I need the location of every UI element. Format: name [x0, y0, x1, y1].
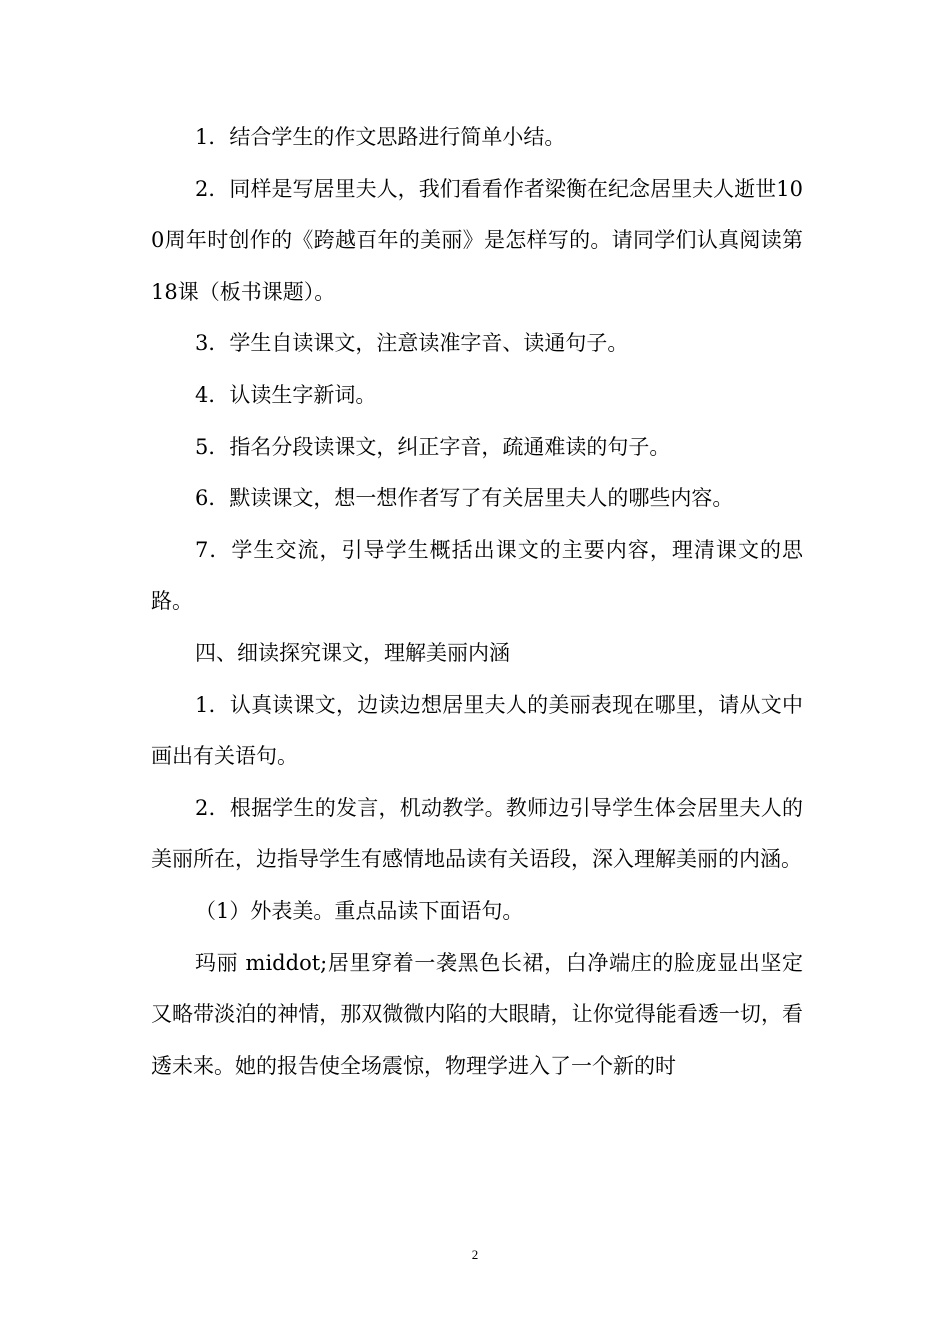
- paragraph-self-read: 3．学生自读课文，注意读准字音、读通句子。: [195, 331, 629, 356]
- paragraph-careful-read: 1．认真读课文，边读边想居里夫人的美丽表现在哪里，请从文中画出有关语句。: [151, 692, 803, 769]
- paragraph-new-words: 4．认读生字新词。: [195, 382, 377, 407]
- paragraph-flexible-teaching: 2．根据学生的发言，机动教学。教师边引导学生体会居里夫人的美丽所在，边指导学生有感情地品读有关语段，深入理解美丽的内涵。: [151, 795, 803, 872]
- document-body: [151, 112, 803, 1092]
- paragraph-section-read: 5．指名分段读课文，纠正字音，疏通难读的句子。: [195, 434, 671, 459]
- paragraph-summary: 1．结合学生的作文思路进行简单小结。: [195, 125, 566, 149]
- section-heading: 四、细读探究课文，理解美丽内涵: [195, 640, 510, 665]
- paragraph-quote: 玛丽 middot;居里穿着一袭黑色长裙，白净端庄的脸庞显出坚定又略带淡泊的神情，那双微微内陷的大眼睛，让你觉得能看透一切，看透未来。她的报告使全场震惊，物理学进入了一个新的时: [151, 950, 803, 1078]
- page-number: 2: [471, 1247, 479, 1262]
- paragraph-intro-lesson: 2．同样是写居里夫人，我们看看作者梁衡在纪念居里夫人逝世100周年时创作的《跨越百年的美丽》是怎样写的。请同学们认真阅读第18课（板书课题）。: [151, 176, 803, 304]
- paragraph-silent-read: 6．默读课文，想一想作者写了有关居里夫人的哪些内容。: [195, 486, 734, 511]
- paragraph-appearance: （1）外表美。重点品读下面语句。: [195, 898, 524, 923]
- paragraph-discussion: 7．学生交流，引导学生概括出课文的主要内容，理清课文的思路。: [151, 537, 803, 614]
